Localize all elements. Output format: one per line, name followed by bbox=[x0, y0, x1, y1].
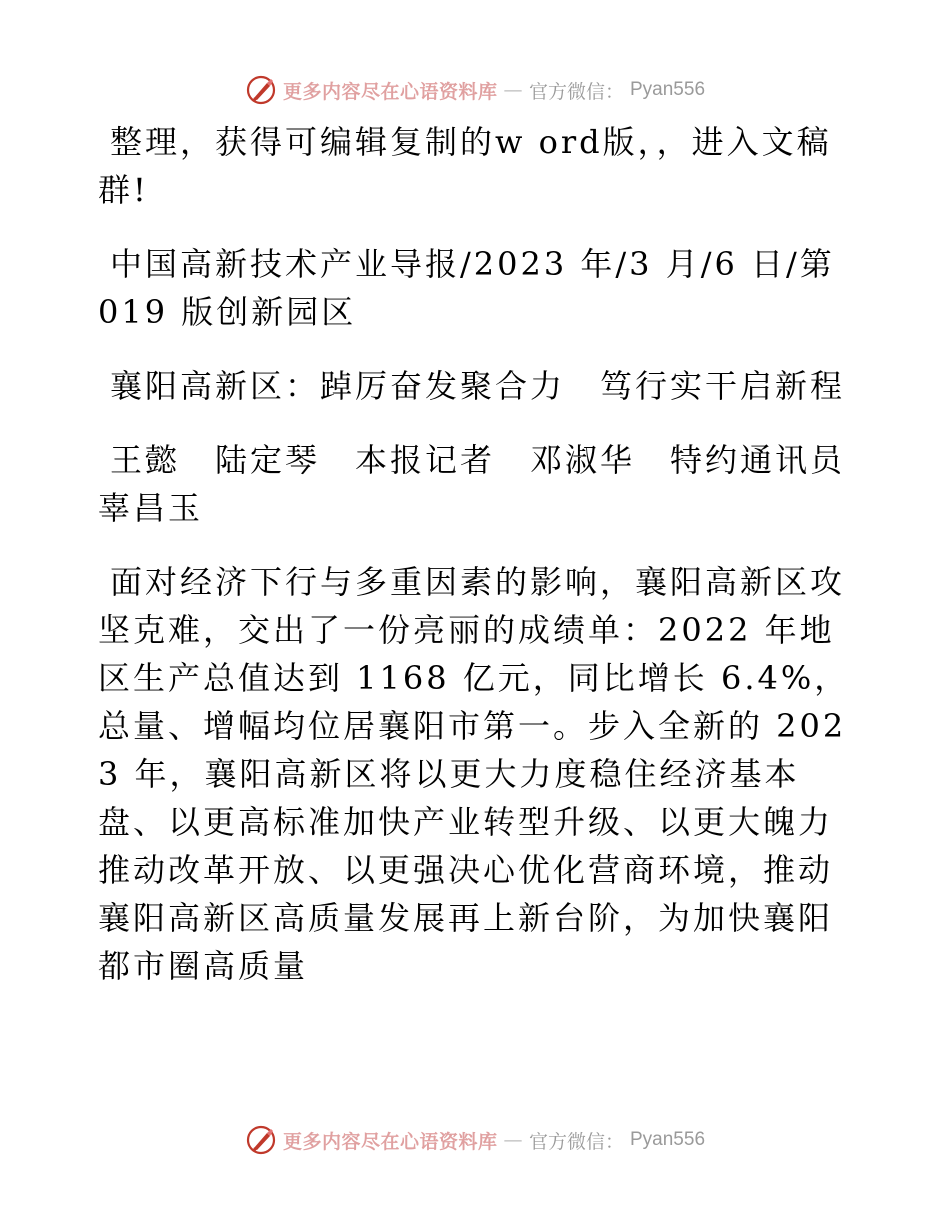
watermark-official-label: 官方微信： bbox=[528, 1130, 624, 1153]
watermark-site-text: 更多内容尽在心语资料库 bbox=[282, 1130, 498, 1153]
quill-pen-logo-icon bbox=[245, 1124, 277, 1156]
footer-watermark bbox=[0, 1120, 950, 1160]
document-body bbox=[98, 118, 881, 1016]
watermark-wechat-id: Pyan556 bbox=[630, 79, 706, 100]
quill-pen-logo-icon bbox=[245, 74, 277, 106]
watermark-group bbox=[245, 1124, 705, 1156]
watermark-official-label: 官方微信： bbox=[528, 80, 624, 103]
source-line: 中国高新技术产业导报/2023 年/3 月/6 日/第 019 版创新园区 bbox=[98, 245, 835, 331]
watermark-separator: — bbox=[503, 79, 523, 101]
watermark-wechat-id: Pyan556 bbox=[630, 1129, 706, 1150]
body-paragraph: 面对经济下行与多重因素的影响，襄阳高新区攻坚克难，交出了一份亮丽的成绩单：2022 年地区生产总值达到 1168 亿元，同比增长 6.4%，总量、增幅均位居襄阳市第一。步入全新的 2023 年，襄阳高新区将以更大力度稳住经济基本盘、以更高标准加快产业转型升级、以更大魄力推动改革开放、以更强决心优化营商环境，推动襄阳高新区高质量发展再上新台阶，为加快襄阳都市圈高质量 bbox=[98, 563, 850, 985]
intro-paragraph: 整理，获得可编辑复制的w ord版，，进入文稿群! bbox=[98, 123, 832, 209]
article-title: 襄阳高新区：踔厉奋发聚合力 笃行实干启新程 bbox=[110, 367, 846, 405]
watermark-separator: — bbox=[503, 1129, 523, 1151]
byline: 王懿 陆定琴 本报记者 邓淑华 特约通讯员 辜昌玉 bbox=[98, 441, 881, 527]
header-watermark bbox=[0, 70, 950, 110]
watermark-group bbox=[245, 74, 705, 106]
watermark-site-text: 更多内容尽在心语资料库 bbox=[282, 80, 498, 103]
